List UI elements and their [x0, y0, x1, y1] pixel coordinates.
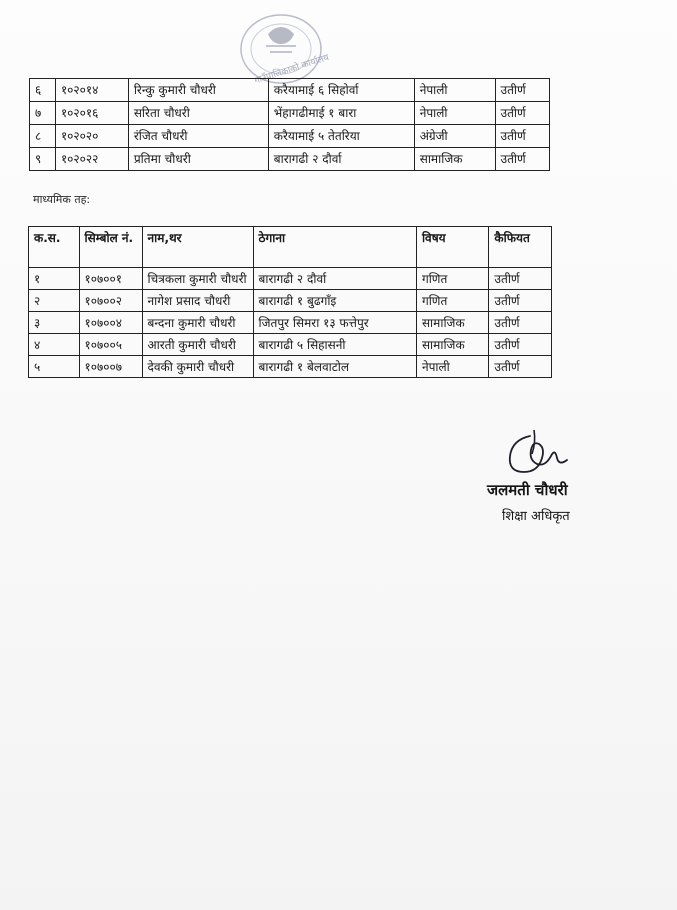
table-cell: नागेश प्रसाद चौधरी — [142, 290, 253, 312]
table-cell: उतीर्ण — [495, 125, 549, 148]
table-cell: गणित — [416, 268, 488, 290]
table-cell: गणित — [416, 290, 488, 312]
column-header: विषय — [416, 227, 488, 268]
table-cell: करैयामाई ५ तेतरिया — [268, 125, 414, 148]
table-row — [30, 79, 550, 102]
table-cell: उतीर्ण — [489, 290, 552, 312]
table-cell: देवकी कुमारी चौधरी — [142, 356, 253, 378]
table-row — [29, 334, 552, 356]
table-cell: आरती कुमारी चौधरी — [142, 334, 253, 356]
table-cell: जितपुर सिमरा १३ फत्तेपुर — [253, 312, 416, 334]
table-cell: उतीर्ण — [495, 102, 549, 125]
table-cell: प्रतिमा चौधरी — [128, 148, 268, 171]
table-cell: रंजित चौधरी — [128, 125, 268, 148]
table-cell: अंग्रेजी — [414, 125, 495, 148]
table-cell: सामाजिक — [416, 334, 488, 356]
table-cell: १०२०२२ — [55, 148, 128, 171]
table-cell: भेंहागढीमाई १ बारा — [268, 102, 414, 125]
table-row — [30, 125, 550, 148]
table-cell: बन्दना कुमारी चौधरी — [142, 312, 253, 334]
table-cell: नेपाली — [416, 356, 488, 378]
table-row — [29, 268, 552, 290]
table-row — [30, 148, 550, 171]
table-cell: उतीर्ण — [489, 312, 552, 334]
table-cell: ८ — [30, 125, 56, 148]
seal-text: गाउँपालिकाको कार्यालय — [253, 52, 331, 87]
handwritten-signature-icon — [500, 426, 570, 478]
column-header: क.स. — [29, 227, 80, 268]
table-cell: १०७००१ — [79, 268, 142, 290]
signatory-name: जलमती चौधरी — [487, 481, 568, 499]
table-cell: १०७००४ — [79, 312, 142, 334]
signatory-title: शिक्षा अधिकृत — [502, 509, 570, 524]
table-cell: १०७००५ — [79, 334, 142, 356]
level-label: माध्यमिक तह: — [33, 193, 91, 206]
table-cell: सामाजिक — [416, 312, 488, 334]
table-cell: १०२०२० — [55, 125, 128, 148]
table-cell: सरिता चौधरी — [128, 102, 268, 125]
table-cell: बारागढी २ दौर्वा — [268, 148, 414, 171]
table-cell: उतीर्ण — [489, 334, 552, 356]
column-header: सिम्बोल नं. — [79, 227, 142, 268]
table-cell: करैयामाई ६ सिहोर्वा — [268, 79, 414, 102]
table-row — [29, 312, 552, 334]
table-cell: १ — [29, 268, 80, 290]
table-cell: बारागढी १ बुढगाँइ — [253, 290, 416, 312]
table-cell: बारागढी २ दौर्वा — [253, 268, 416, 290]
table-cell: २ — [29, 290, 80, 312]
table-cell: नेपाली — [414, 79, 495, 102]
table-cell: बारागढी १ बेलवाटोल — [253, 356, 416, 378]
table-cell: ६ — [30, 79, 56, 102]
table-cell: उतीर्ण — [495, 148, 549, 171]
column-header: नाम,थर — [142, 227, 253, 268]
table-cell: १०२०१६ — [55, 102, 128, 125]
table-row — [30, 102, 550, 125]
table-cell: ५ — [29, 356, 80, 378]
table-cell: रिन्कु कुमारी चौधरी — [128, 79, 268, 102]
table-cell: ३ — [29, 312, 80, 334]
table-row — [29, 356, 552, 378]
table-cell: चित्रकला कुमारी चौधरी — [142, 268, 253, 290]
table-cell: उतीर्ण — [495, 79, 549, 102]
table-cell: ९ — [30, 148, 56, 171]
table-cell: १०७००७ — [79, 356, 142, 378]
table-cell: ४ — [29, 334, 80, 356]
table-cell: उतीर्ण — [489, 356, 552, 378]
table-cell: उतीर्ण — [489, 268, 552, 290]
table-cell: ७ — [30, 102, 56, 125]
secondary-level-table — [28, 226, 552, 378]
table-row — [29, 290, 552, 312]
column-header: कैफियत — [489, 227, 552, 268]
table-cell: नेपाली — [414, 102, 495, 125]
table-cell: सामाजिक — [414, 148, 495, 171]
table-cell: १०२०१४ — [55, 79, 128, 102]
column-header: ठेगाना — [253, 227, 416, 268]
table-cell: बारागढी ५ सिहासनी — [253, 334, 416, 356]
results-table-continued — [29, 78, 550, 171]
table-cell: १०७००२ — [79, 290, 142, 312]
